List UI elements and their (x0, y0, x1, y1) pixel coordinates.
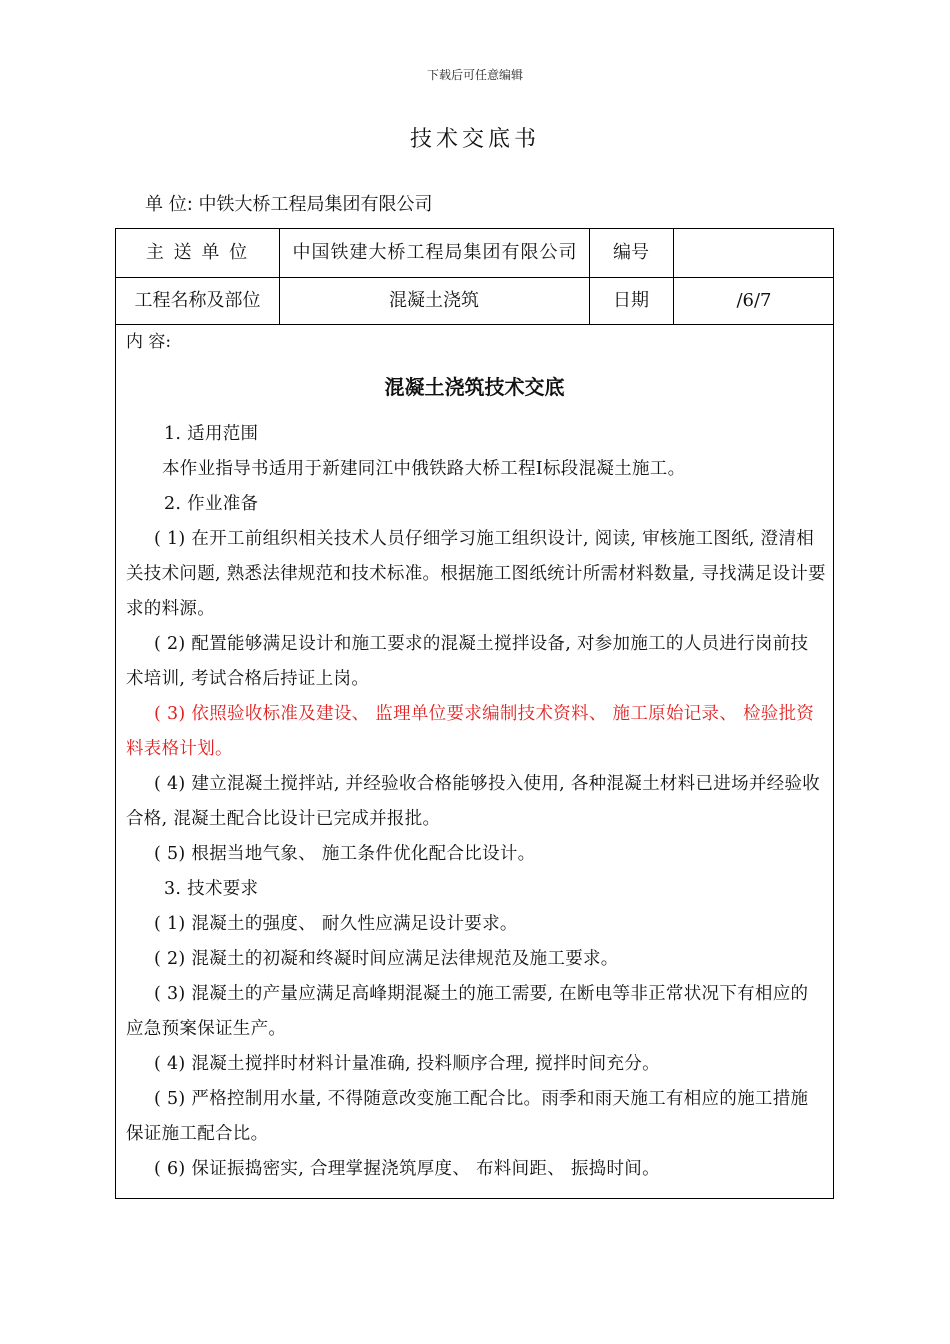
paragraph: ( 1) 在开工前组织相关技术人员仔细学习施工组织设计, 阅读, 审核施工图纸, 澄清相关技术问题, 熟悉法律规范和技术标准。根据施工图纸统计所需材料数量, 寻找满足设计要求的料源。 (126, 529, 826, 619)
paragraph: ( 1) 混凝土的强度、 耐久性应满足设计要求。 (154, 914, 518, 934)
section-heading: 3. 技术要求 (164, 879, 259, 899)
section-heading: 1. 适用范围 (164, 424, 259, 444)
paragraph: ( 2) 配置能够满足设计和施工要求的混凝土搅拌设备, 对参加施工的人员进行岗前技术培训, 考试合格后持证上岗。 (126, 634, 809, 689)
header-note: 下载后可任意编辑 (426, 68, 523, 82)
document-title: 技术交底书 (409, 127, 540, 152)
handover-form (115, 228, 834, 1199)
section-heading: 2. 作业准备 (164, 494, 259, 514)
unit-label: 单 位: (145, 194, 193, 215)
recipient-label: 主 送 单 位 (145, 242, 250, 263)
paragraph: ( 2) 混凝土的初凝和终凝时间应满足法律规范及施工要求。 (154, 949, 619, 969)
paragraph: ( 6) 保证振捣密实, 合理掌握浇筑厚度、 布料间距、 振捣时间。 (154, 1159, 660, 1179)
paragraph: 本作业指导书适用于新建同江中俄铁路大桥工程Ⅰ标段混凝土施工。 (162, 459, 686, 479)
project-value: 混凝土浇筑 (389, 289, 479, 311)
recipient-value: 中国铁建大桥工程局集团有限公司 (292, 242, 578, 263)
paragraph: ( 5) 严格控制用水量, 不得随意改变施工配合比。雨季和雨天施工有相应的施工措施保证施工配合比。 (126, 1089, 809, 1144)
date-value: /6/7 (736, 289, 772, 311)
number-label: 编号 (613, 242, 649, 263)
number-value (673, 229, 835, 277)
content-label: 内 容: (126, 332, 172, 352)
unit-value: 中铁大桥工程局集团有限公司 (198, 194, 433, 215)
unit-line (145, 190, 433, 216)
row-divider (116, 324, 833, 325)
paragraph-highlighted: ( 3) 依照验收标准及建设、 监理单位要求编制技术资料、 施工原始记录、 检验批资料表格计划。 (126, 704, 815, 759)
paragraph: ( 3) 混凝土的产量应满足高峰期混凝土的施工需要, 在断电等非正常状况下有相应的应急预案保证生产。 (126, 984, 809, 1039)
project-label: 工程名称及部位 (134, 289, 261, 311)
date-label: 日期 (613, 289, 649, 311)
content-title: 混凝土浇筑技术交底 (384, 375, 565, 399)
paragraph: ( 4) 建立混凝土搅拌站, 并经验收合格能够投入使用, 各种混凝土材料已进场并经验收合格, 混凝土配合比设计已完成并报批。 (126, 774, 821, 829)
paragraph: ( 5) 根据当地气象、 施工条件优化配合比设计。 (154, 844, 536, 864)
paragraph: ( 4) 混凝土搅拌时材料计量准确, 投料顺序合理, 搅拌时间充分。 (154, 1054, 660, 1074)
